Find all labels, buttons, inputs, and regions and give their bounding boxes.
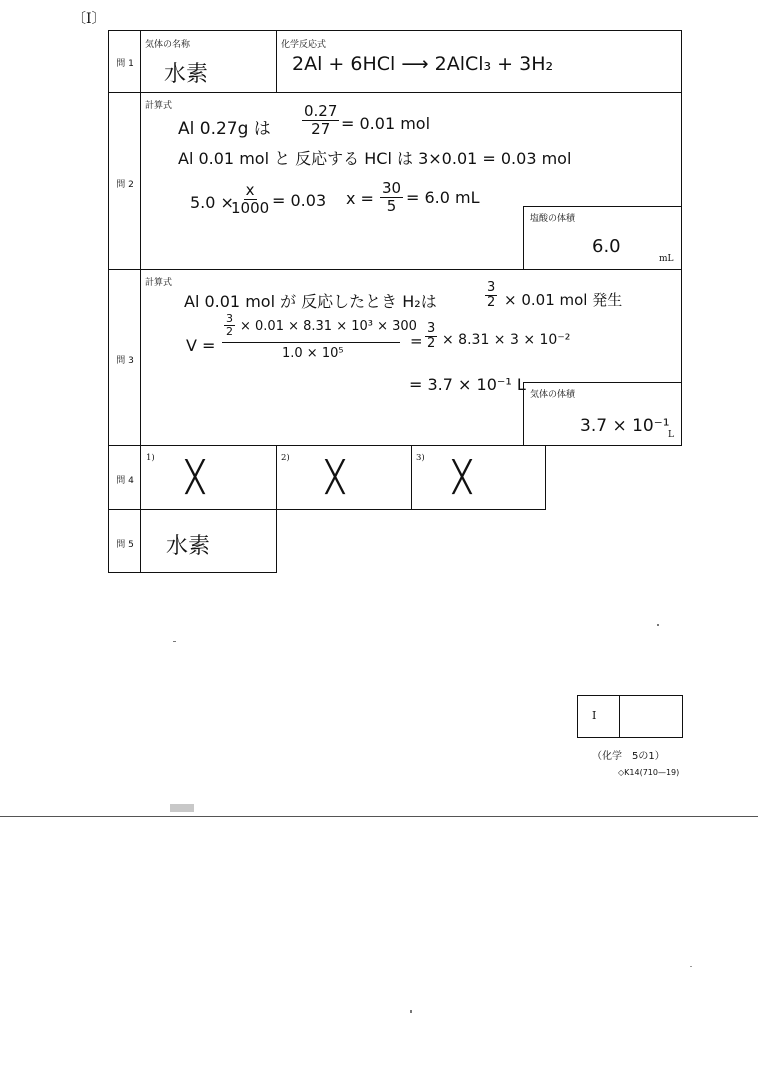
q4-cell1-num: 1) xyxy=(146,453,155,463)
scan-smudge xyxy=(170,804,194,812)
q3-line1-suffix: × 0.01 mol 発生 xyxy=(504,291,623,309)
q3-answer-value[interactable]: 3.7 × 10⁻¹ xyxy=(580,416,670,436)
q5-label: 問 5 xyxy=(116,540,134,550)
q2-answer-value[interactable]: 6.0 xyxy=(592,236,621,257)
q2-line2: Al 0.01 mol と 反応する HCl は 3×0.01 = 0.03 mol xyxy=(178,149,572,168)
q2-answer-header: 塩酸の体積 xyxy=(530,214,576,224)
q2-line3-mid: = 0.03 xyxy=(272,191,327,210)
q3-line1-fraction xyxy=(485,281,497,311)
q3-answer-unit: L xyxy=(668,430,674,440)
score-box-label: Ⅰ xyxy=(592,709,597,722)
q2-calc-header: 計算式 xyxy=(145,101,173,111)
scan-speck xyxy=(410,1010,412,1013)
q2-line1-fraction xyxy=(302,103,339,137)
q3-line2-den-b: 2 xyxy=(427,336,436,352)
q3-line1-den: 2 xyxy=(487,295,496,311)
q3-line2-num-rest: × 0.01 × 8.31 × 10³ × 300 xyxy=(240,319,417,334)
reaction-header: 化学反応式 xyxy=(281,40,327,50)
q4-cell3-num: 3) xyxy=(416,453,425,463)
q3-line2-num-b: 3 xyxy=(427,321,436,336)
q3-line2-rhs: × 8.31 × 3 × 10⁻² xyxy=(442,332,571,348)
section-mark: 〔Ⅰ〕 xyxy=(72,11,106,27)
q2-line1-prefix: Al 0.27g は xyxy=(178,119,271,139)
q2-line3-num: x xyxy=(245,181,255,199)
q3-line1-num: 3 xyxy=(487,280,496,295)
q4-cell1-cross-mark[interactable]: ╳ xyxy=(186,460,205,495)
q2-line3-prefix: 5.0 × xyxy=(190,193,234,212)
q4-cell3-cross-mark[interactable]: ╳ xyxy=(453,460,472,495)
q3-line2-num-a: 3 xyxy=(226,312,233,325)
reaction-answer[interactable]: 2Al + 6HCl ⟶ 2AlCl₃ + 3H₂ xyxy=(292,53,554,75)
q2-line1-num: 0.27 xyxy=(304,102,338,120)
q4-label: 問 4 xyxy=(116,476,134,486)
q1-label: 問 1 xyxy=(116,59,134,69)
q2-answer-unit: mL xyxy=(659,254,674,264)
q2-line3-fraction xyxy=(229,182,271,216)
q3-line2-eq: = xyxy=(410,332,423,350)
q2-line3-den2: 5 xyxy=(386,196,397,215)
q3-answer-header: 気体の体積 xyxy=(530,390,576,400)
q2-line3-fraction2 xyxy=(380,180,403,214)
q2-line1-den: 27 xyxy=(311,119,331,138)
footer-code: ◇K14(710—19) xyxy=(618,768,680,777)
gas-name-header: 気体の名称 xyxy=(145,40,191,50)
q5-answer[interactable]: 水素 xyxy=(166,534,211,559)
q3-label: 問 3 xyxy=(116,356,134,366)
q4-cell2-cross-mark[interactable]: ╳ xyxy=(326,460,345,495)
q3-line2-den: 1.0 × 10⁵ xyxy=(282,346,344,361)
q3-line2-frac-b xyxy=(425,322,437,352)
q2-line1-suffix: = 0.01 mol xyxy=(341,114,431,133)
q2-line3-x: x = xyxy=(346,189,374,208)
q3-line2-frac-a xyxy=(224,313,235,338)
page-fold-line xyxy=(0,816,758,817)
q3-line2-den-a: 2 xyxy=(226,325,233,339)
scan-speck xyxy=(690,966,692,967)
q4-cell2-num: 2) xyxy=(281,453,290,463)
q3-line3: = 3.7 × 10⁻¹ L xyxy=(409,375,526,394)
q3-line2-v: V = xyxy=(186,336,216,355)
q2-line3-den: 1000 xyxy=(231,198,270,217)
q3-line1-prefix: Al 0.01 mol が 反応したとき H₂は xyxy=(184,292,437,311)
footer-subject: （化学 5の1） xyxy=(592,751,665,762)
gas-name-answer[interactable]: 水素 xyxy=(164,62,209,87)
scan-speck xyxy=(173,641,176,642)
q2-label: 問 2 xyxy=(116,180,134,190)
q2-line3-suffix: = 6.0 mL xyxy=(406,188,480,207)
q2-line3-num2: 30 xyxy=(382,179,402,197)
scan-speck xyxy=(657,624,659,626)
q3-calc-header: 計算式 xyxy=(145,278,173,288)
